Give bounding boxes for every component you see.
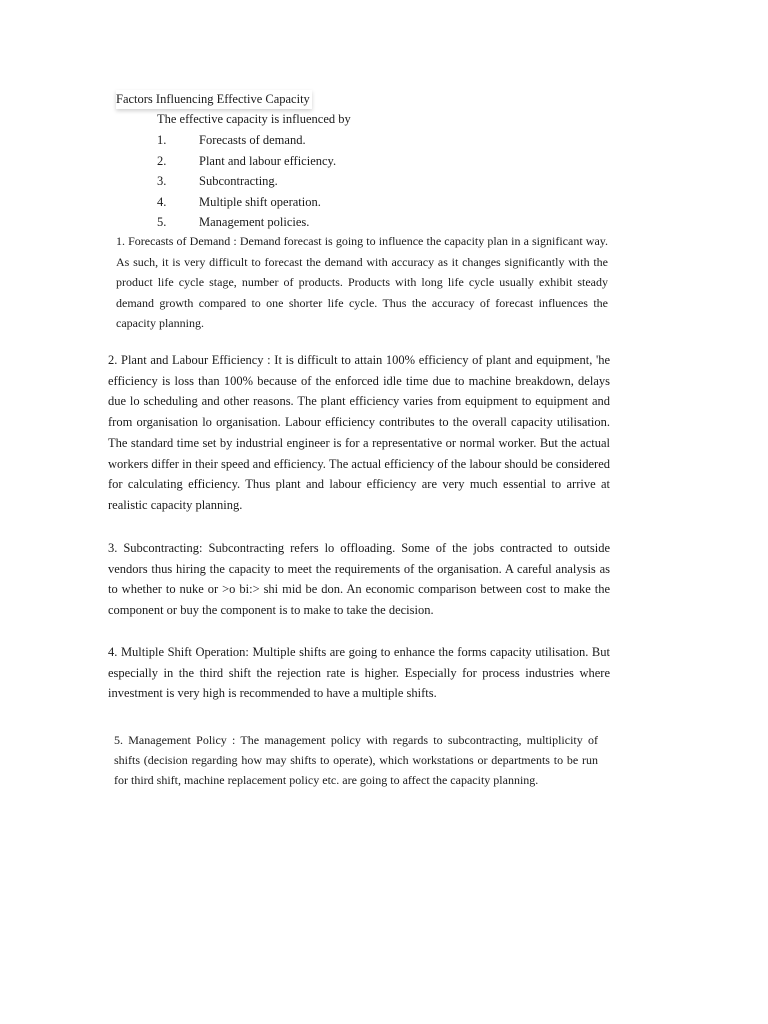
list-item-number: 4.	[157, 194, 167, 209]
list-item-number: 1.	[157, 133, 167, 147]
list-item	[157, 171, 336, 192]
list-item	[157, 212, 336, 233]
factor-list	[157, 130, 336, 233]
paragraph-management-policy: 5. Management Policy : The management policy with regards to subcontracting, multiplicity of shifts (decision regarding how may shifts to operate), which workstations or departments to be run for third shift, machine replacement policy etc. are going to affect the capacity planning.	[114, 733, 598, 788]
paragraph-subcontracting: 3. Subcontracting: Subcontracting refers lo offloading. Some of the jobs contracted to outside vendors thus hiring the capacity to meet the requirements of the organisation. A careful analysis as to whether to nuke or >o bi:> shi mid be don. An economic comparison between cost to make the component or buy the component is to make to take the decision.	[108, 541, 610, 618]
list-item-text: Subcontracting.	[199, 174, 278, 188]
intro-line: The effective capacity is influenced by	[157, 112, 351, 126]
list-item-text: Multiple shift operation.	[199, 194, 321, 209]
paragraph-plant-labour-efficiency: 2. Plant and Labour Efficiency : It is difficult to attain 100% efficiency of plant and equipment, 'he efficiency is loss than 100% because of the enforced idle time due to machine breakdown, delays due lo scheduling and other reasons. The plant efficiency varies from equipment to equipment and from organisation lo organisation. Labour efficiency contributes to the overall capacity utilisation. The standard time set by industrial engineer is for a representative or normal worker. But the actual workers differ in their speed and efficiency. The actual efficiency of the labour should be considered for calculating efficiency. Thus plant and labour efficiency are very much essential to arrive at realistic capacity planning.	[108, 353, 610, 512]
list-item-text: Forecasts of demand.	[199, 133, 306, 147]
list-item-number: 2.	[157, 153, 167, 168]
document-heading: Factors Influencing Effective Capacity	[116, 90, 312, 109]
paragraph-forecasts-of-demand: 1. Forecasts of Demand : Demand forecast is going to influence the capacity plan in a significant way. As such, it is very difficult to forecast the demand with accuracy as it changes significantly with the product life cycle stage, number of products. Products with long life cycle usually exhibit steady demand growth compared to one shorter life cycle. Thus the accuracy of forecast influences the capacity planning.	[116, 234, 608, 331]
list-item	[157, 130, 336, 151]
list-item-number: 3.	[157, 174, 167, 188]
list-item-text: Plant and labour efficiency.	[199, 153, 337, 168]
paragraph-multiple-shift-operation: 4. Multiple Shift Operation: Multiple shifts are going to enhance the forms capacity utilisation. But especially in the third shift the rejection rate is higher. Especially for process industries where investment is very high is recommended to have a multiple shifts.	[108, 645, 610, 701]
list-item	[157, 151, 336, 172]
list-item-text: Management policies.	[199, 215, 310, 229]
list-item	[157, 192, 336, 213]
list-item-number: 5.	[157, 215, 167, 229]
